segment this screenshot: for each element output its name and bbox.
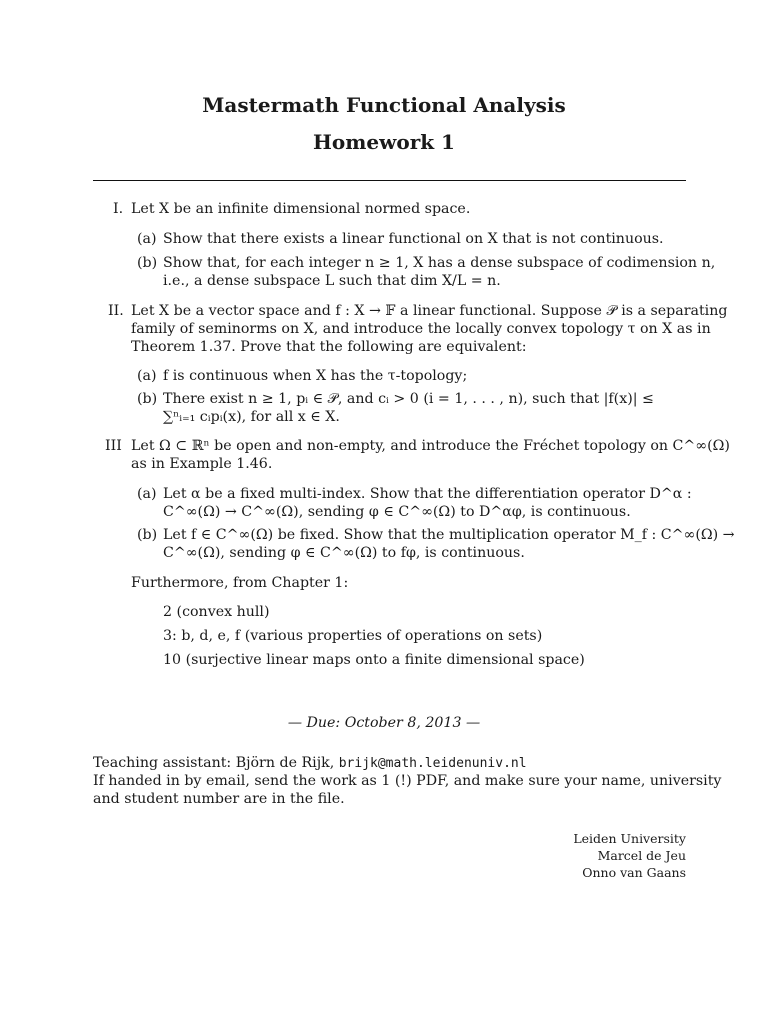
due-date: — Due: October 8, 2013 — xyxy=(287,715,481,731)
chapter-item: 3: b, d, e, f (various properties of operations on sets) xyxy=(163,628,543,644)
problem-1b-line-2: i.e., a dense subspace L such that dim X/L = n. xyxy=(163,273,501,289)
problem-3-line-1: Let Ω ⊂ ℝⁿ be open and non-empty, and introduce the Fréchet topology on C^∞(Ω) xyxy=(131,438,730,454)
problem-1-label: I. xyxy=(113,201,124,217)
problem-1b-line-1: Show that, for each integer n ≥ 1, X has a dense subspace of codimension n, xyxy=(163,255,716,271)
email-instructions-line-2: and student number are in the file. xyxy=(93,791,345,807)
chapter-item: 2 (convex hull) xyxy=(163,604,270,620)
problem-1a-label: (a) xyxy=(137,231,157,247)
problem-3b-line-2: C^∞(Ω), sending φ ∈ C^∞(Ω) to fφ, is continuous. xyxy=(163,545,525,561)
problem-1b-label: (b) xyxy=(137,255,158,271)
problem-3a-line-2: C^∞(Ω) → C^∞(Ω), sending φ ∈ C^∞(Ω) to D^αφ, is continuous. xyxy=(163,504,631,520)
problem-2-line-1: Let X be a vector space and f : X → 𝔽 a linear functional. Suppose 𝒫 is a separating xyxy=(131,303,728,319)
problem-2-line-3: Theorem 1.37. Prove that the following are equivalent: xyxy=(131,339,527,355)
problem-3b-label: (b) xyxy=(137,527,158,543)
signature-name: Marcel de Jeu xyxy=(597,848,686,863)
title-divider xyxy=(93,180,686,181)
problem-2b-label: (b) xyxy=(137,391,158,407)
email-instructions-line-1: If handed in by email, send the work as 1 (!) PDF, and make sure your name, university xyxy=(93,773,722,789)
problem-1-text: Let X be an infinite dimensional normed space. xyxy=(131,201,471,217)
chapter-item: 10 (surjective linear maps onto a finite dimensional space) xyxy=(163,652,585,668)
problem-1a-text: Show that there exists a linear functional on X that is not continuous. xyxy=(163,231,664,247)
teaching-assistant xyxy=(93,755,527,772)
problem-2a-text: f is continuous when X has the τ-topology; xyxy=(163,368,468,384)
problem-3b-line-1: Let f ∈ C^∞(Ω) be fixed. Show that the multiplication operator M_f : C^∞(Ω) → xyxy=(163,527,735,543)
ta-email-link[interactable]: brijk@math.leidenuniv.nl xyxy=(338,756,527,771)
chapter-intro: Furthermore, from Chapter 1: xyxy=(131,575,349,591)
teaching-assistant-label: Teaching assistant: Björn de Rijk, xyxy=(93,755,335,771)
problem-3a-label: (a) xyxy=(137,486,157,502)
signature-name: Onno van Gaans xyxy=(582,865,686,880)
signature-block xyxy=(573,830,686,881)
problem-3-label: III xyxy=(105,438,122,454)
problem-2b-line-1: There exist n ≥ 1, pᵢ ∈ 𝒫, and cᵢ > 0 (i = 1, . . . , n), such that |f(x)| ≤ xyxy=(163,391,654,407)
document-title: Mastermath Functional Analysis xyxy=(202,93,566,117)
problem-2a-label: (a) xyxy=(137,368,157,384)
signature-university: Leiden University xyxy=(573,831,686,846)
problem-3-line-2: as in Example 1.46. xyxy=(131,456,273,472)
document-subtitle: Homework 1 xyxy=(313,130,455,154)
problem-2-label: II. xyxy=(108,303,124,319)
problem-2-line-2: family of seminorms on X, and introduce the locally convex topology τ on X as in xyxy=(131,321,711,337)
problem-2b-line-2: ∑ⁿᵢ₌₁ cᵢpᵢ(x), for all x ∈ X. xyxy=(163,409,340,425)
problem-3a-line-1: Let α be a fixed multi-index. Show that the differentiation operator D^α : xyxy=(163,486,692,502)
